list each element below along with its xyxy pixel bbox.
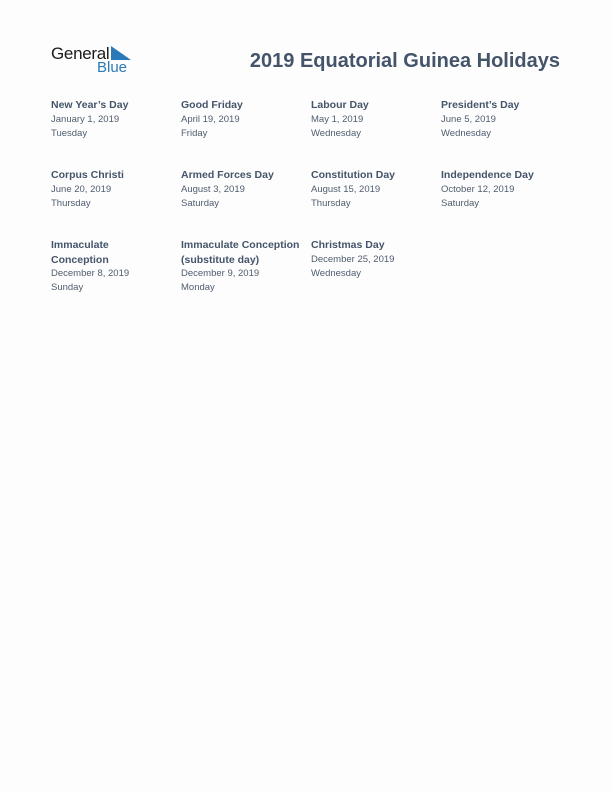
- holiday-date: December 25, 2019: [311, 253, 395, 265]
- holiday-entry: [311, 168, 433, 211]
- holiday-name: Independence Day: [441, 169, 534, 181]
- page-title: 2019 Equatorial Guinea Holidays: [249, 50, 560, 72]
- holiday-date: April 19, 2019: [181, 113, 240, 125]
- holiday-date: June 20, 2019: [51, 183, 112, 195]
- holiday-entry: [441, 98, 563, 141]
- generalblue-logo: [51, 44, 133, 78]
- holiday-entry: [51, 238, 163, 295]
- holiday-entry: [181, 168, 303, 211]
- holiday-entry: [311, 98, 433, 141]
- logo-text-general: General: [51, 44, 110, 63]
- holiday-entry: [181, 238, 301, 295]
- holiday-date: May 1, 2019: [311, 113, 364, 125]
- holiday-name: Labour Day: [311, 99, 369, 111]
- holiday-name: Immaculate Conception (substitute day): [181, 239, 300, 266]
- holiday-name: Good Friday: [181, 99, 243, 111]
- holiday-date: October 12, 2019: [441, 183, 515, 195]
- holiday-weekday: Wednesday: [441, 127, 491, 139]
- holiday-weekday: Tuesday: [51, 127, 88, 139]
- holiday-weekday: Sunday: [51, 282, 84, 293]
- holiday-weekday: Friday: [181, 127, 208, 139]
- holiday-weekday: Monday: [181, 282, 215, 293]
- holiday-entry: [51, 98, 173, 141]
- holiday-weekday: Thursday: [51, 197, 91, 209]
- holiday-date: December 8, 2019: [51, 268, 130, 279]
- holiday-entry: [311, 238, 433, 281]
- holiday-weekday: Saturday: [441, 197, 480, 209]
- holiday-entry: [441, 168, 563, 211]
- holiday-name: Armed Forces Day: [181, 169, 274, 181]
- holiday-entry: [181, 98, 303, 141]
- holiday-name: Corpus Christi: [51, 169, 124, 181]
- holiday-date: August 3, 2019: [181, 183, 245, 195]
- holiday-name: Constitution Day: [311, 169, 395, 181]
- holiday-date: August 15, 2019: [311, 183, 381, 195]
- logo-text-blue: Blue: [97, 59, 128, 76]
- holiday-weekday: Wednesday: [311, 267, 361, 279]
- holiday-weekday: Saturday: [181, 197, 220, 209]
- holiday-name: New Year’s Day: [51, 99, 129, 111]
- holiday-name: Christmas Day: [311, 239, 385, 251]
- holiday-weekday: Thursday: [311, 197, 351, 209]
- holiday-name: President’s Day: [441, 99, 520, 111]
- holiday-weekday: Wednesday: [311, 127, 361, 139]
- holiday-date: June 5, 2019: [441, 113, 496, 125]
- holiday-date: January 1, 2019: [51, 113, 120, 125]
- logo-flag-icon: [111, 46, 131, 60]
- holiday-entry: [51, 168, 173, 211]
- holiday-date: December 9, 2019: [181, 268, 260, 279]
- holiday-name: Immaculate Conception: [51, 239, 109, 266]
